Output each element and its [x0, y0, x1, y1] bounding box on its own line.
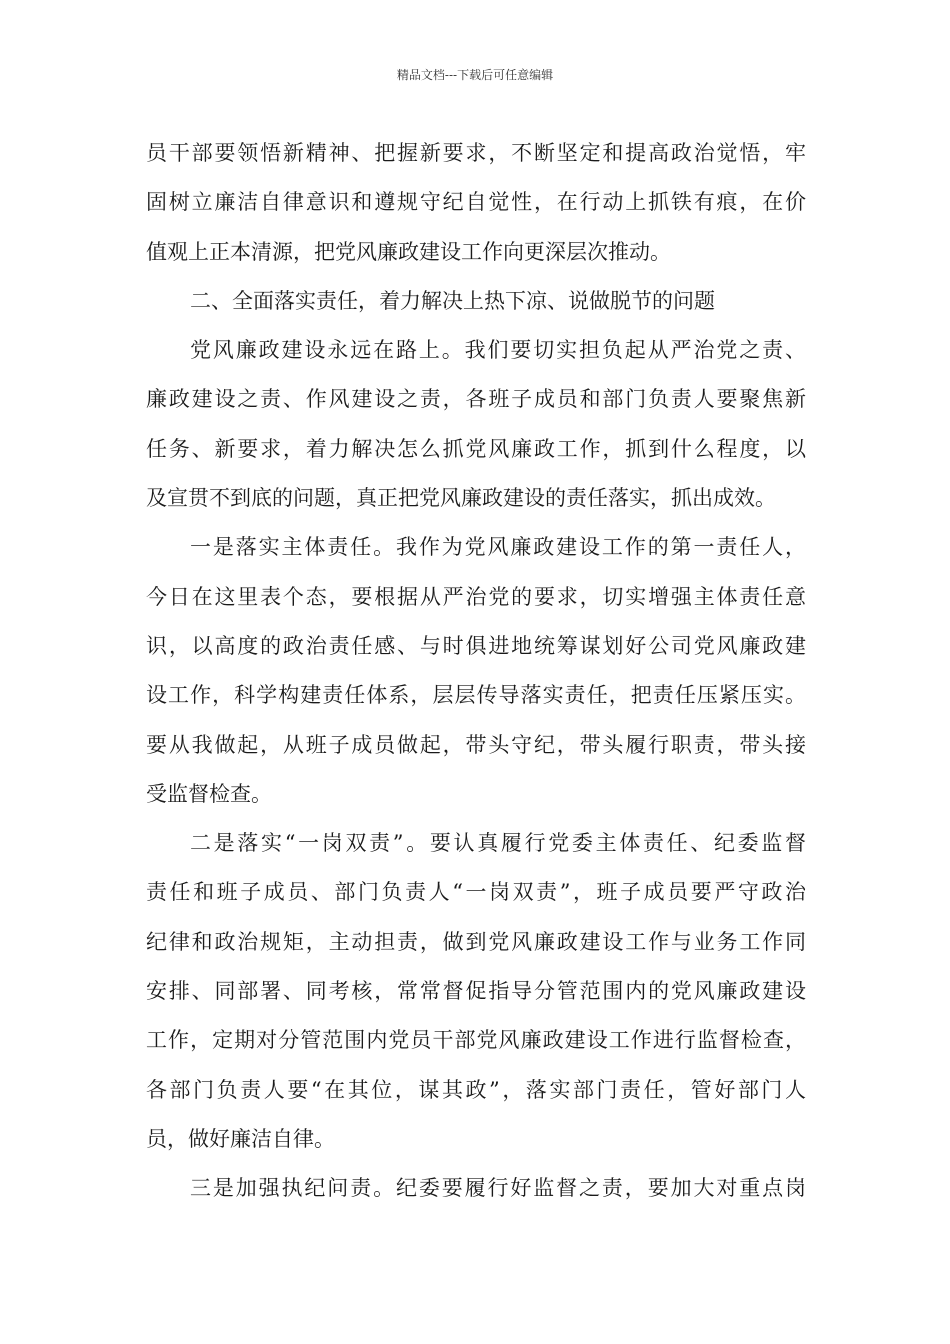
- text-line: 党风廉政建设永远在路上。我们要切实担负起从严治党之责、: [190, 338, 806, 363]
- text-line: 责任和班子成员、部门负责人“一岗双责”，班子成员要严守政治: [146, 880, 806, 905]
- text-line: 工作，定期对分管范围内党员干部党风廉政建设工作进行监督检查，: [146, 1028, 806, 1053]
- text-line: 识，以高度的政治责任感、与时俱进地统筹谋划好公司党风廉政建: [146, 633, 806, 658]
- text-line: 设工作，科学构建责任体系，层层传导落实责任，把责任压紧压实。: [146, 683, 806, 708]
- text-line: 固树立廉洁自律意识和遵规守纪自觉性，在行动上抓铁有痕，在价: [146, 190, 806, 215]
- page-header: 精品文档---下载后可任意编辑: [396, 68, 554, 82]
- text-line: 纪律和政治规矩，主动担责，做到党风廉政建设工作与业务工作同: [146, 929, 806, 954]
- text-line: 今日在这里表个态，要根据从严治党的要求，切实增强主体责任意: [146, 584, 806, 609]
- text-line: 安排、同部署、同考核，常常督促指导分管范围内的党风廉政建设: [146, 979, 806, 1004]
- text-line: 员，做好廉洁自律。: [146, 1126, 335, 1151]
- text-line: 三是加强执纪问责。纪委要履行好监督之责，要加大对重点岗: [190, 1176, 806, 1201]
- text-line: 员干部要领悟新精神、把握新要求，不断坚定和提高政治觉悟，牢: [146, 141, 806, 165]
- document-body: [146, 129, 806, 1214]
- text-line: 要从我做起，从班子成员做起，带头守纪，带头履行职责，带头接: [146, 732, 806, 757]
- text-line: 廉政建设之责、作风建设之责，各班子成员和部门负责人要聚焦新: [146, 387, 806, 412]
- text-line: 及宣贯不到底的问题，真正把党风廉政建设的责任落实，抓出成效。: [146, 486, 776, 511]
- text-line: 任务、新要求，着力解决怎么抓党风廉政工作，抓到什么程度，以: [146, 436, 806, 461]
- text-line: 各部门负责人要“在其位，谋其政”，落实部门责任，管好部门人: [146, 1077, 806, 1102]
- text-line: 受监督检查。: [146, 781, 272, 806]
- text-line: 一是落实主体责任。我作为党风廉政建设工作的第一责任人，: [190, 535, 806, 560]
- text-line: 二、全面落实责任，着力解决上热下凉、说做脱节的问题: [190, 288, 715, 313]
- text-line: 值观上正本清源，把党风廉政建设工作向更深层次推动。: [146, 239, 671, 264]
- text-line: 二是落实“一岗双责”。要认真履行党委主体责任、纪委监督: [190, 831, 806, 856]
